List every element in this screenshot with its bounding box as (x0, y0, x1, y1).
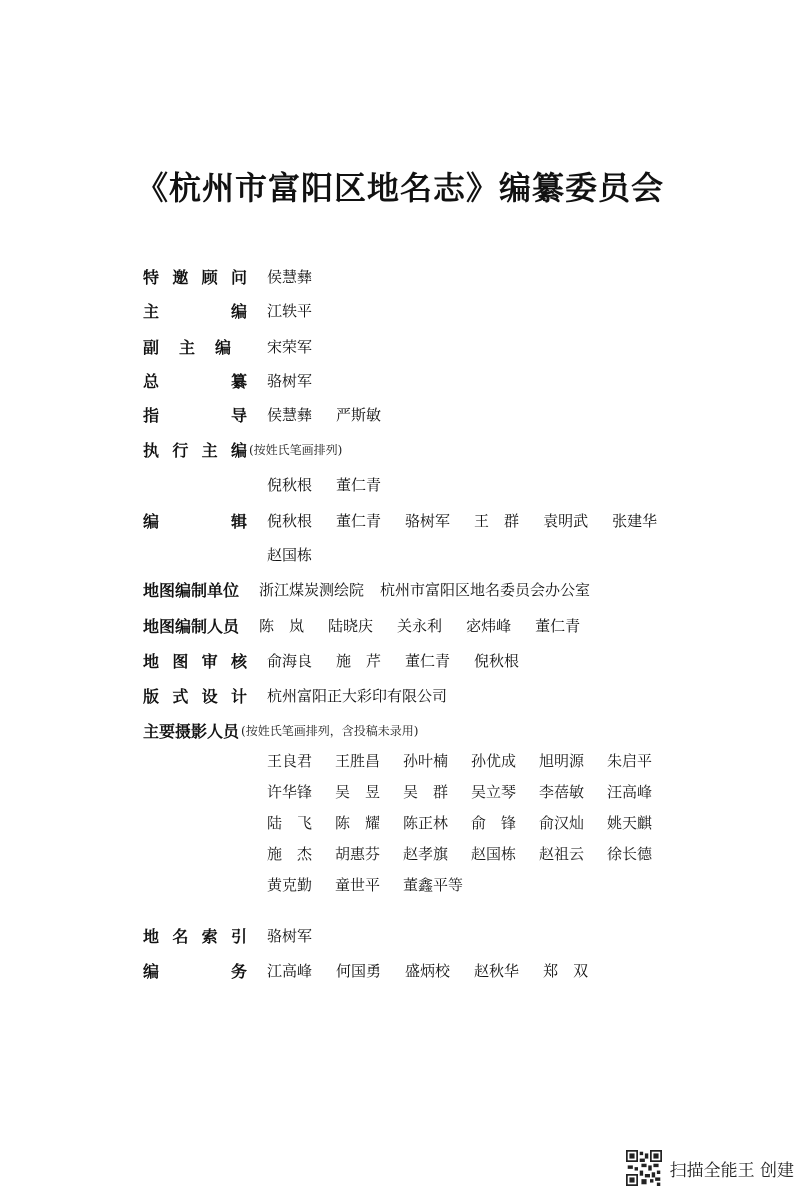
person-name: 陈 岚 (259, 616, 305, 635)
person-name: 何国勇 (336, 961, 382, 980)
person-name: 王胜昌 (335, 752, 381, 770)
entry-names (267, 925, 336, 946)
person-name: 郑 双 (543, 961, 589, 980)
entry-photographers (143, 715, 418, 745)
entry-names (267, 370, 336, 391)
person-name: 胡惠芬 (335, 845, 381, 863)
person-name: 吴 昱 (335, 783, 381, 801)
entry-label: 地 名 索 引 (143, 926, 247, 946)
entry-special-advisor (143, 261, 336, 291)
entry-names (267, 404, 405, 425)
person-name: 徐长德 (607, 845, 653, 863)
person-name: 倪秋根 (267, 475, 313, 494)
entry-editors (143, 505, 657, 535)
person-name: 许华锋 (267, 783, 313, 801)
entry-label: 执 行 主 编 (143, 440, 247, 460)
person-name: 陆晓庆 (328, 616, 374, 635)
person-name: 黄克勤 (267, 876, 313, 894)
photographer-grid (267, 750, 675, 895)
entry-note: (按姓氏笔画排列，含投稿未录用) (241, 723, 419, 738)
person-name: 俞海良 (267, 651, 313, 670)
entry-editors-cont (143, 539, 336, 569)
entry-general-compiler (143, 365, 336, 395)
person-name: 赵国栋 (471, 845, 517, 863)
entry-label: 版 式 设 计 (143, 686, 247, 706)
person-name: 宓炜峰 (466, 616, 512, 635)
entry-names (267, 300, 336, 321)
person-name: 俞 锋 (471, 814, 517, 832)
entry-label: 副 主 编 (143, 337, 231, 357)
entry-label: 编 辑 (143, 511, 247, 531)
entry-label: 地图编制单位 (143, 580, 240, 600)
entry-deputy-editor (143, 331, 336, 361)
person-name: 骆树军 (267, 926, 313, 945)
entry-names (259, 579, 590, 600)
entry-map-unit (143, 574, 590, 604)
entry-chief-editor (143, 295, 336, 325)
person-name: 江轶平 (267, 301, 313, 320)
entry-label: 地图编制人员 (143, 616, 240, 636)
person-name: 陈 耀 (335, 814, 381, 832)
person-name: 孙叶楠 (403, 752, 449, 770)
person-name: 严斯敏 (336, 405, 382, 424)
person-name: 倪秋根 (267, 511, 313, 530)
entry-editorial-affairs (143, 955, 612, 985)
person-name: 王 群 (474, 511, 520, 530)
person-name: 吴立琴 (471, 783, 517, 801)
entry-label: 总 纂 (143, 371, 247, 391)
person-name: 吴 群 (403, 783, 449, 801)
entry-names (267, 474, 405, 495)
person-name: 陈正林 (403, 814, 449, 832)
person-name: 董鑫平等 (403, 876, 464, 894)
person-name: 孙优成 (471, 752, 517, 770)
entry-names (267, 650, 543, 671)
person-name: 旭明源 (539, 752, 585, 770)
person-name: 盛炳校 (405, 961, 451, 980)
person-name: 江高峰 (267, 961, 313, 980)
entry-label: 地 图 审 核 (143, 651, 247, 671)
entry-names (267, 510, 657, 531)
person-name: 浙江煤炭测绘院 (259, 580, 365, 599)
entry-note: (按姓氏笔画排列) (249, 442, 343, 457)
entry-map-staff (143, 610, 604, 640)
entry-guidance (143, 399, 405, 429)
person-name: 朱启平 (607, 752, 653, 770)
person-name: 袁明武 (543, 511, 589, 530)
person-name: 赵国栋 (267, 545, 313, 564)
person-name: 施 杰 (267, 845, 313, 863)
person-name: 董仁青 (336, 475, 382, 494)
person-name: 倪秋根 (474, 651, 520, 670)
person-name: 俞汉灿 (539, 814, 585, 832)
entry-layout-design (143, 680, 471, 710)
person-name: 赵祖云 (539, 845, 585, 863)
qr-code-icon (626, 1150, 662, 1186)
person-name: 董仁青 (336, 511, 382, 530)
scanner-watermark-text: 扫描全能王 创建 (669, 1160, 794, 1181)
person-name: 王良君 (267, 752, 313, 770)
person-name: 侯慧彝 (267, 267, 313, 286)
person-name: 施 芹 (336, 651, 382, 670)
person-name: 李蓓敏 (539, 783, 585, 801)
entry-label: 指 导 (143, 405, 247, 425)
person-name: 骆树军 (267, 371, 313, 390)
person-name: 杭州富阳正大彩印有限公司 (267, 686, 448, 705)
entry-label: 特 邀 顾 问 (143, 267, 247, 287)
entry-label: 主 编 (143, 301, 247, 321)
entry-map-review (143, 645, 543, 675)
person-name: 张建华 (612, 511, 658, 530)
scanner-watermark (626, 1150, 794, 1186)
person-name: 姚天麒 (607, 814, 653, 832)
page-title: 《杭州市富阳区地名志》编纂委员会 (135, 169, 664, 207)
person-name: 董仁青 (535, 616, 581, 635)
entry-executive-editor-names (143, 469, 405, 499)
entry-names (267, 685, 471, 706)
person-name: 陆 飞 (267, 814, 313, 832)
person-name: 董仁青 (405, 651, 451, 670)
person-name: 宋荣军 (267, 337, 313, 356)
person-name: 赵孝旗 (403, 845, 449, 863)
person-name: 汪高峰 (607, 783, 653, 801)
entry-names (259, 615, 604, 636)
person-name: 童世平 (335, 876, 381, 894)
photographer-grid-row (143, 750, 675, 920)
entry-label: 主要摄影人员 (143, 721, 240, 741)
person-name: 侯慧彝 (267, 405, 313, 424)
entry-place-index (143, 920, 336, 950)
person-name: 骆树军 (405, 511, 451, 530)
person-name: 赵秋华 (474, 961, 520, 980)
entry-executive-editor (143, 434, 342, 464)
entry-label: 编 务 (143, 961, 247, 981)
person-name: 杭州市富阳区地名委员会办公室 (380, 580, 591, 599)
person-name: 关永利 (397, 616, 443, 635)
entry-names (267, 544, 336, 565)
entry-names (267, 266, 336, 287)
entry-names (267, 960, 612, 981)
entry-names (267, 336, 336, 357)
